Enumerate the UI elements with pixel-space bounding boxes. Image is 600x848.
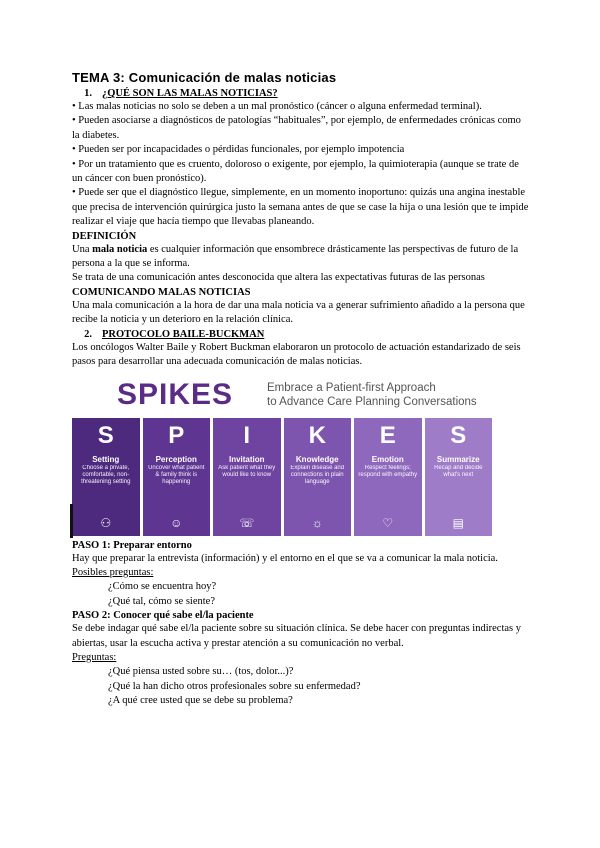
bold-term: mala noticia [92,243,148,255]
margin-bar [70,504,73,538]
section-2-paragraph: Los oncólogos Walter Baile y Robert Buckman elaboraron un protocolo de actuación estandarizado de seis pasos para desarrollar una adecuada comunicación de malas noticias. [72,341,521,368]
card-letter: P [168,421,185,449]
head-icon: ☺ [170,515,183,530]
card-word: Perception [155,454,197,464]
card-word: Summarize [436,454,480,464]
card-desc: Ask patient what they would like to know [218,464,276,478]
spikes-header [117,376,497,414]
spikes-card-perception [143,418,211,536]
heart-hands-icon: ♡ [382,515,394,530]
section-title: ¿QUÉ SON LAS MALAS NOTICIAS? [102,88,278,99]
bullet-item: • Pueden ser por incapacidades o pérdidas funcionales, por ejemplo impotencia [72,144,405,156]
spikes-card-knowledge [284,418,352,536]
question-item: ¿Qué la han dicho otros profesionales sobre su enfermedad? [108,680,361,692]
group-icon: ⚇ [100,515,112,530]
paso-2-paragraph: Se debe indagar qué sabe el/la paciente sobre su situación clínica. Se debe hacer con preguntas indirectas y abiertas, usar la escucha activa y prestar atención a su comunicación no verbal. [72,623,521,649]
section-number: 2. [84,328,92,340]
question-item: ¿Qué piensa usted sobre su… (tos, dolor...)? [108,666,294,678]
spikes-infographic [72,376,492,536]
section-1-heading [72,88,530,99]
comunicando-heading: COMUNICANDO MALAS NOTICIAS [72,286,251,298]
bullet-item: • Puede ser que el diagnóstico llegue, simplemente, en un momento inoportuno: quizás una angina inestable que precisa de intervención quirúrgica justo la semana antes de que se case la hija o una lesión que te impide realizar el viaje que hacía tiempo que llevabas planeando. [72,187,529,228]
definicion-heading: DEFINICIÓN [72,230,137,242]
section-title: PROTOCOLO BAILE-BUCKMAN [102,328,265,340]
text-run: es cualquier información que ensombrece drásticamente las perspectivas de futuro de la persona a la que se informa. [72,243,519,270]
card-word: Invitation [228,454,265,464]
card-letter: I [243,421,251,449]
card-desc: Choose a private, comfortable, non-threatening setting [81,464,131,485]
bullet-item: • Por un tratamiento que es cruento, doloroso o exigente, por ejemplo, la quimioterapia (aunque se trate de un cáncer con buen pronóstico). [72,158,519,185]
card-letter: S [97,421,114,449]
label-text: Preguntas: [72,651,117,663]
question-item: ¿A qué cree usted que se debe su problema? [108,695,293,707]
bullet-item: • Las malas noticias no solo se deben a un mal pronóstico (cáncer o alguna enfermedad terminal). [72,101,482,112]
question-item: ¿Cómo se encuentra hoy? [108,581,217,593]
card-letter: E [379,421,396,449]
section-number: 1. [84,88,92,99]
card-letter: K [308,421,326,449]
people-chat-icon: ☏ [239,515,255,530]
definicion-paragraph-2: Se trata de una comunicación antes desconocida que altera las expectativas futuras de las personas [72,272,485,284]
clipboard-icon: ▤ [452,515,464,530]
paso-1-label [72,566,530,580]
definicion-paragraph [72,243,530,272]
card-word: Knowledge [295,454,339,464]
bullet-item: • Pueden asociarse a diagnósticos de patologías “habituales”, por ejemplo, de enfermedades crónicas como la diabetes. [72,115,521,141]
card-desc: Uncover what patient & family think is happening [148,464,205,485]
text-run: Una [72,243,93,255]
tagline-line: Embrace a Patient-first Approach [267,381,436,394]
paso-1-paragraph: Hay que preparar la entrevista (información) y el entorno en el que se va a comunicar la mala noticia. [72,552,498,564]
section-2-heading [72,329,530,340]
card-desc: Recap and decide what's next [434,464,483,478]
comunicando-paragraph: Una mala comunicación a la hora de dar una mala noticia va a generar sufrimiento añadido a la persona que recibe la noticia y un deterioro en la relación clínica. [72,299,525,326]
paso-1-heading: PASO 1: Preparar entorno [72,539,192,551]
question-item: ¿Qué tal, cómo se siente? [108,595,215,607]
label-text: Posibles preguntas: [72,566,154,578]
card-letter: S [450,421,467,449]
document-page [72,70,530,709]
spikes-card-invitation [213,418,281,536]
page-title: TEMA 3: Comunicación de malas noticias [72,70,337,85]
card-desc: Respect feelings; respond with empathy [358,464,418,478]
lightbulb-icon: ☼ [311,515,323,530]
tagline-line: to Advance Care Planning Conversations [267,395,477,408]
spikes-logo: SPIKES [117,377,234,411]
spikes-card-emotion [354,418,422,536]
spikes-cards [72,418,492,536]
card-desc: Explain disease and connections in plain language [290,464,345,485]
card-word: Setting [92,454,120,464]
card-word: Emotion [371,454,404,464]
spikes-tagline [267,381,477,409]
spikes-card-summarize [425,418,493,536]
spikes-card-setting [72,418,140,536]
paso-2-label [72,651,530,665]
paso-2-heading: PASO 2: Conocer qué sabe el/la paciente [72,610,254,622]
